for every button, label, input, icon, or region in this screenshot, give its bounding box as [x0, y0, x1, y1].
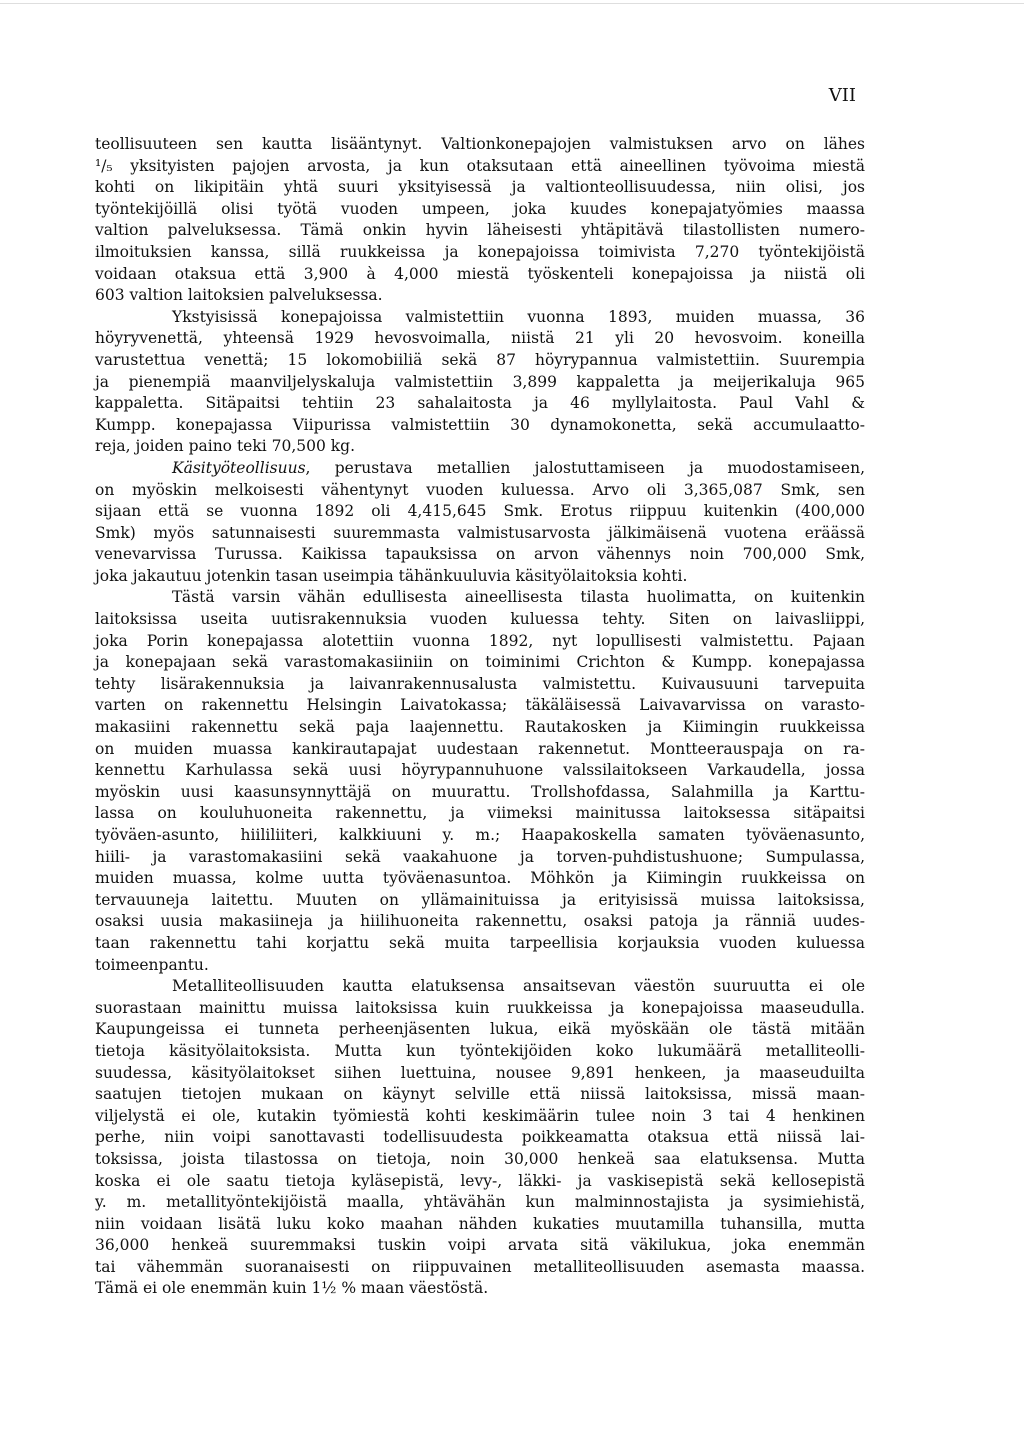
text-line: perhe, niin voipi sanottavasti todellisuudesta poikkeamatta otaksua että niissä lai-: [95, 1128, 865, 1147]
text-line: työntekijöillä olisi työtä vuoden umpeen, joka kuudes konepajatyömies maassa: [95, 199, 865, 218]
text-line: viljelystä ei ole, kutakin työmiestä kohti keskimäärin tulee noin 3 tai 4 henkinen: [95, 1106, 865, 1125]
text-line: tehty lisärakennuksia ja laivanrakennusalusta valmistettu. Kuivausuuni tarvepuita: [95, 674, 865, 693]
text-line: suorastaan mainittu muissa laitoksissa kuin ruukkeissa ja konepajoissa maaseudulla.: [95, 998, 865, 1017]
text-line: tai vähemmän suoranaisesti on riippuvainen metalliteollisuuden asemasta maassa.: [95, 1257, 865, 1276]
italic-term: Käsityöteollisuus: [172, 458, 306, 477]
text-line: höyryvenettä, yhteensä 1929 hevosvoimalla, niistä 21 yli 20 hevosvoim. koneilla: [95, 329, 865, 348]
text-line: joka Porin konepajassa alotettiin vuonna 1892, nyt lopullisesti valmistettu. Pajaan: [95, 631, 865, 650]
text-line: ja konepajaan sekä varastomakasiiniin on toiminimi Crichton & Kumpp. konepajassa: [95, 653, 865, 672]
page-number: VII: [828, 85, 856, 106]
top-rule: [0, 3, 1024, 4]
text-line: laitoksissa useita uutisrakennuksia vuoden kuluessa tehty. Siten on laivasliippi,: [95, 610, 865, 629]
text-line: osaksi uusia makasiineja ja hiilihuoneita rakennettu, osaksi patoja ja ränniä uudes-: [95, 912, 865, 931]
text-line: ja pienempiä maanviljelyskaluja valmistettiin 3,899 kappaletta ja meijerikaluja 965: [95, 372, 865, 391]
text-line: voidaan otaksua että 3,900 à 4,000 miestä työskenteli konepajoissa ja niistä oli: [95, 264, 865, 283]
text-line: myöskin uusi kaasunsynnyttäjä on muurattu. Trollshofdassa, Salahmilla ja Karttu-: [95, 782, 865, 801]
text-line: y. m. metallityöntekijöistä maalla, yhtävähän kun malminnostajista ja sysimiehistä,: [95, 1193, 865, 1212]
text-line: toksissa, joista tilastossa on tietoja, noin 30,000 henkeä saa elatuksensa. Mutta: [95, 1149, 865, 1168]
text-line: muiden muassa, kolme uutta työväenasuntoa. Möhkön ja Kiimingin ruukkeissa on: [95, 869, 865, 888]
text-line: saatujen tietojen mukaan on käynyt selville että niissä laitoksissa, missä maan-: [95, 1085, 865, 1104]
body-text: [95, 134, 865, 1300]
text-line: varustettua venettä; 15 lokomobiiliä sekä 87 höyrypannua valmistettiin. Suurempia: [95, 350, 865, 369]
text-line: kappaletta. Sitäpaitsi tehtiin 23 sahalaitosta ja 46 myllylaitosta. Paul Vahl &: [95, 394, 865, 413]
text-line: Ykstyisissä konepajoissa valmistettiin vuonna 1893, muiden muassa, 36: [172, 307, 865, 326]
text-line: Tämä ei ole enemmän kuin 1½ % maan väestöstä.: [95, 1279, 489, 1298]
text-line: sijaan että se vuonna 1892 oli 4,415,645 Smk. Erotus riippuu kuitenkin (400,000: [95, 502, 865, 521]
text-line: 36,000 henkeä suuremmaksi tuskin voipi arvata sitä väkilukua, joka enemmän: [95, 1236, 865, 1255]
text-line: Kumpp. konepajassa Viipurissa valmistettiin 30 dynamokonetta, sekä accumulaatto-: [95, 415, 865, 434]
text-line: niin voidaan lisätä luku koko maahan nähden kukaties muutamilla tuhansilla, mutta: [95, 1214, 865, 1233]
text-line: ilmoituksien kanssa, sillä ruukkeissa ja konepajoissa toimivista 7,270 työntekijöistä: [95, 242, 865, 261]
text-line: tietoja käsityölaitoksista. Mutta kun työntekijöiden koko lukumäärä metalliteolli-: [95, 1041, 865, 1060]
text-line: Käsityöteollisuus, perustava metallien jalostuttamiseen ja muodostamiseen,: [172, 458, 865, 477]
text-line: kennettu Karhulassa sekä uusi höyrypannuhuone valssilaitokseen Varkaudella, jossa: [95, 761, 865, 780]
text-line: Smk) myös satunnaisesti suuremmasta valmistusarvosta jälkimäisenä vuotena eräässä: [95, 523, 865, 542]
text-line: 603 valtion laitoksien palveluksessa.: [95, 286, 383, 305]
text-line: kohti on likipitäin yhtä suuri yksityisessä ja valtionteollisuudessa, niin olisi, jos: [95, 178, 865, 197]
text-line: työväen-asunto, hiililiiteri, kalkkiuuni y. m.; Haapakoskella samaten työväenasunto,: [95, 826, 865, 844]
text-line: valtion palveluksessa. Tämä onkin hyvin läheisesti yhtäpitävä tilastollisten numero-: [95, 221, 865, 240]
text-line: varten on rakennettu Helsingin Laivatokassa; täkäläisessä Laivavarvissa on varasto-: [95, 696, 865, 715]
text-line: makasiini rakennettu sekä paja laajennettu. Rautakosken ja Kiimingin ruukkeissa: [95, 718, 865, 737]
text-line: toimeenpantu.: [95, 955, 209, 974]
text-line: venevarvissa Turussa. Kaikissa tapauksissa on arvon vähennys noin 700,000 Smk,: [95, 545, 865, 564]
text-line: teollisuuteen sen kautta lisääntynyt. Valtionkonepajojen valmistuksen arvo on lähes: [95, 135, 865, 153]
text-line: reja, joiden paino teki 70,500 kg.: [95, 437, 356, 456]
text-line: on myöskin melkoisesti vähentynyt vuoden kuluessa. Arvo oli 3,365,087 Smk, sen: [95, 480, 865, 499]
text-line: Metalliteollisuuden kautta elatuksensa ansaitsevan väestön suuruutta ei ole: [172, 977, 865, 996]
text-line: taan rakennettu tahi korjattu sekä muita tarpeellisia korjauksia vuoden kuluessa: [95, 933, 865, 952]
text-line: lassa on kouluhuoneita rakennettu, ja viimeksi mainitussa laitoksessa sitäpaitsi: [95, 804, 865, 823]
text-line: suudessa, käsityölaitokset siihen luettuina, nousee 9,891 henkeen, ja maaseuduilta: [95, 1063, 865, 1082]
text-line: koska ei ole saatu tietoja kyläsepistä, levy-, läkki- ja vaskisepistä sekä kellosepistä: [95, 1171, 865, 1190]
text-line: Tästä varsin vähän edullisesta aineellisesta tilasta huolimatta, on kuitenkin: [172, 588, 865, 607]
text-line: tervauuneja laitettu. Muuten on yllämainituissa ja erityisissä muissa laitoksissa,: [95, 890, 865, 909]
text-line: Kaupungeissa ei tunneta perheenjäsenten lukua, eikä myöskään ole tästä mitään: [95, 1020, 865, 1039]
text-line: on muiden muassa kankirautapajat uudestaan rakennetut. Montteerauspaja on ra-: [95, 739, 865, 758]
text-line: hiili- ja varastomakasiini sekä vaakahuone ja torven-puhdistushuone; Sumpulassa,: [95, 847, 865, 866]
text-line: ¹/₅ yksityisten pajojen arvosta, ja kun otaksutaan että aineellinen työvoima miestä: [95, 156, 865, 175]
text-line: joka jakautuu jotenkin tasan useimpia tähänkuuluvia käsityölaitoksia kohti.: [95, 566, 688, 585]
